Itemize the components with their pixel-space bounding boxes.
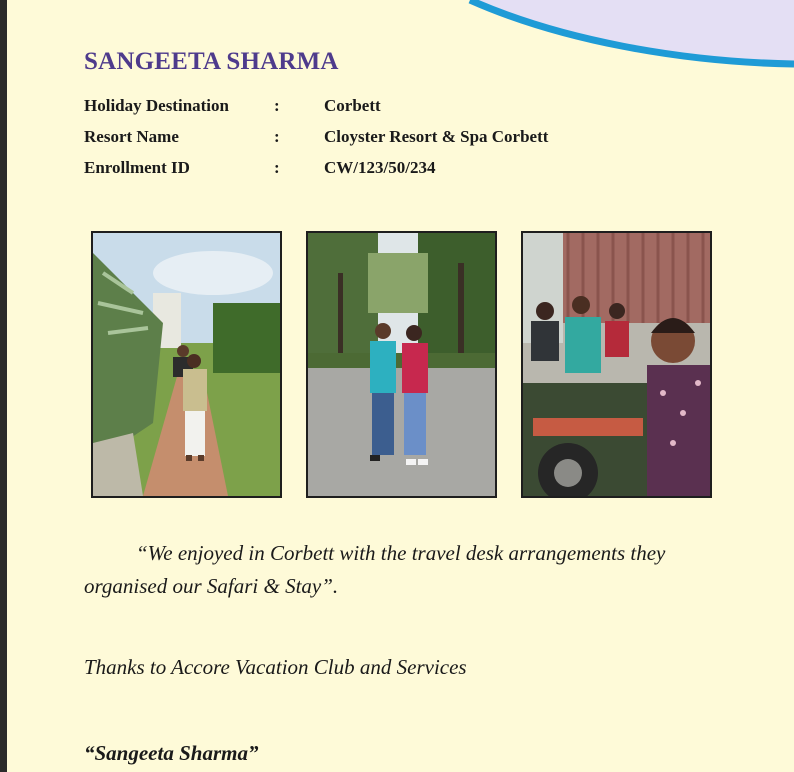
detail-separator: : bbox=[274, 158, 280, 177]
detail-separator: : bbox=[274, 127, 280, 146]
detail-label: Resort Name bbox=[84, 127, 179, 146]
photo-forest-road bbox=[306, 231, 497, 498]
testimonial-text: “We enjoyed in Corbett with the travel desk arrangements they organised our Safari & Stay”. bbox=[84, 541, 666, 598]
detail-separator: : bbox=[274, 96, 280, 115]
detail-value: CW/123/50/234 bbox=[324, 158, 436, 177]
photo-garden-path bbox=[91, 231, 282, 498]
member-name-heading: SANGEETA SHARMA bbox=[84, 48, 339, 75]
detail-value: Cloyster Resort & Spa Corbett bbox=[324, 127, 549, 146]
detail-value: Corbett bbox=[324, 96, 381, 115]
thanks-line: Thanks to Accore Vacation Club and Services bbox=[84, 655, 467, 679]
testimonial-quote bbox=[84, 537, 734, 603]
detail-label: Enrollment ID bbox=[84, 158, 190, 177]
detail-label: Holiday Destination bbox=[84, 96, 229, 115]
page-edge-bar bbox=[0, 0, 7, 772]
photo-safari-jeep bbox=[521, 231, 712, 498]
signature-line: “Sangeeta Sharma” bbox=[84, 741, 259, 765]
